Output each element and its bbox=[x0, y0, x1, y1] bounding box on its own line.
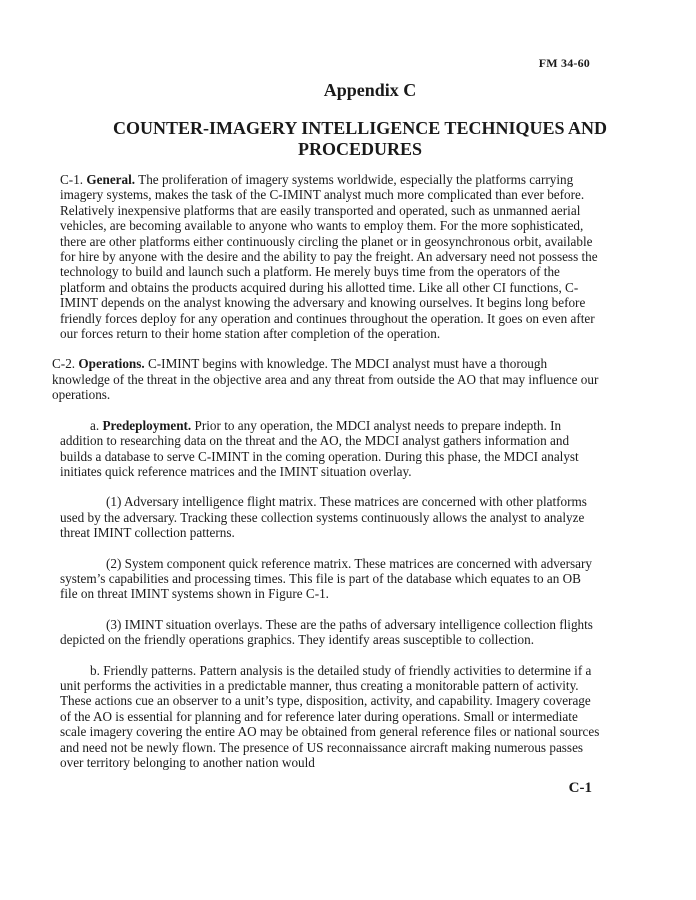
page-number: C-1 bbox=[568, 780, 592, 796]
c1-text: The proliferation of imagery systems worldwide, especially the platforms carrying imagery systems, makes the task of the C-IMINT analyst much more complicated than ever before. Relatively inexpensive platforms that are easily transported and operated, such as unmanned aerial vehicles, are becoming available to anyone who wants to employ them. For the more sophisticated, there are other platforms either continuously circling the planet or in geosynchronous orbit, available for hire by anyone with the desire and the ability to pay the freight. An adversary need not possess the technology to build and launch such a platform. He merely buys time from the operators of the platform and obtains the products acquired during his allotted time. Like all other CI functions, C-IMINT depends on the analyst knowing the adversary and knowing ourselves. It begins long before friendly forces deploy for any operation and continues throughout the operation. It goes on even after our forces return to their home station after completion of the operation. bbox=[60, 172, 598, 342]
c2-text: C-IMINT begins with knowledge. The MDCI analyst must have a thorough knowledge of the threat in the objective area and any threat from outside the AO that may influence our operations. bbox=[52, 356, 599, 403]
paragraph-b: b. Friendly patterns. Pattern analysis is the detailed study of friendly activities to determine if a unit performs the activities in a predictable manner, thus creating a monitorable pattern of activity. These actions cue an observer to a unit’s type, disposition, activity, and capability. Imagery coverage of the AO is essential for planning and for reference later during operations. Small or intermediate scale imagery covering the entire AO may be obtained from general reference files or national sources and need not be newly flown. The presence of US reconnaissance aircraft making numerous passes over territory belonging to another nation would bbox=[60, 662, 600, 770]
a-label: a. bbox=[90, 417, 100, 433]
paragraph-c2 bbox=[52, 356, 600, 402]
c1-number: C-1. bbox=[60, 172, 84, 187]
a-text: Prior to any operation, the MDCI analyst needs to prepare indepth. In addition to researching data on the threat and the AO, the MDCI analyst gathers information and builds a database to serve C-IMINT in the coming operation. During this phase, the MDCI analyst initiates quick reference matrices and the IMINT situation overlay. bbox=[60, 417, 579, 479]
paragraph-c1 bbox=[60, 172, 600, 341]
paragraph-a1: (1) Adversary intelligence flight matrix. These matrices are concerned with other platforms used by the adversary. Tracking these collection systems continuously allows the analyst to analyze threat IMINT collection patterns. bbox=[60, 494, 587, 541]
appendix-label: Appendix C bbox=[323, 80, 417, 100]
body-text bbox=[52, 172, 600, 785]
running-header: FM 34-60 bbox=[538, 56, 590, 70]
c1-heading: General. bbox=[86, 172, 136, 187]
paragraph-a bbox=[60, 418, 600, 480]
page-title: COUNTER-IMAGERY INTELLIGENCE TECHNIQUES AND PROCEDURES bbox=[113, 118, 607, 159]
a-heading: Predeployment. bbox=[102, 417, 192, 433]
paragraph-a3: (3) IMINT situation overlays. These are the paths of adversary intelligence collection flights depicted on the friendly operations graphics. They identify areas susceptible to collection. bbox=[60, 616, 593, 648]
paragraph-a2: (2) System component quick reference matrix. These matrices are concerned with adversary system’s capabilities and processing times. This file is part of the database which equates to an OB file on threat IMINT systems shown in Figure C-1. bbox=[60, 555, 593, 602]
c2-heading: Operations. bbox=[78, 356, 145, 372]
c2-number: C-2. bbox=[52, 356, 76, 372]
